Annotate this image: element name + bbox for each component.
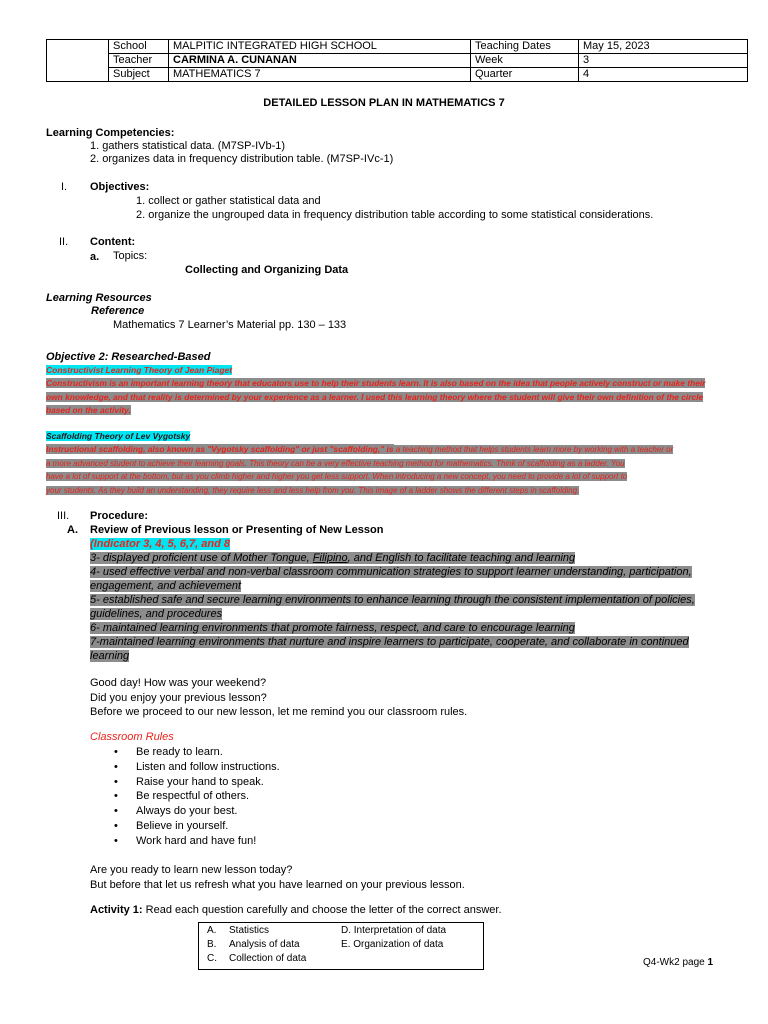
sub-number: A. [67, 524, 78, 536]
bullet: • [114, 834, 118, 847]
review-heading: Review of Previous lesson or Presenting of New Lesson [90, 524, 384, 536]
bullet: • [114, 805, 118, 818]
theory2-line: your students. As they build an understanding, they require less and less help from you. This image of a ladder shows the different steps in scaffolding. [46, 485, 580, 495]
greeting-line: Before we proceed to our new lesson, let me remind you our classroom rules. [90, 706, 468, 718]
header-row-subject [47, 68, 748, 82]
competency-item: 1. gathers statistical data. (M7SP-IVb-1) [90, 140, 286, 152]
theory2-line: a teaching method that helps students learn more by working with a teacher or [393, 445, 674, 454]
choice-c: C. Collection of data [207, 953, 307, 964]
indicator-4: 4- used effective verbal and non-verbal classroom communication strategies to support learner understanding, participation, [90, 566, 692, 578]
week-value: 3 [579, 54, 748, 68]
objectives-heading: Objectives: [90, 181, 150, 193]
activity-line [90, 904, 502, 916]
indicator-3-filipino: Filipino [312, 552, 348, 564]
header-label: Quarter [471, 68, 579, 82]
bullet: • [114, 790, 118, 803]
theory1-text [46, 377, 722, 418]
reference-heading: Reference [91, 305, 145, 317]
header-row-school [47, 40, 748, 54]
indicator-label: (Indicator 3, 4, 5, 6,7, and 8 [90, 538, 230, 550]
rules-list [114, 745, 280, 849]
choice-d: D. Interpretation of data [341, 925, 447, 936]
indicator-3-rest: , and English to facilitate teaching and learning [347, 552, 576, 564]
header-blank-cell [47, 40, 109, 82]
rule-item: • Listen and follow instructions. [114, 760, 280, 773]
rules-heading: Classroom Rules [90, 731, 174, 743]
header-label: Teacher [109, 54, 169, 68]
indicator-5: 5- established safe and secure learning environments to enhance learning through the consistent implementation of policies, [90, 594, 695, 606]
topics-label: Topics: [113, 250, 148, 262]
header-label: School [109, 40, 169, 54]
subject-name: MATHEMATICS 7 [169, 68, 471, 82]
indicator-7: 7-maintained learning environments that nurture and inspire learners to participate, cooperate, and collaborate in continued [90, 636, 689, 648]
header-label: Week [471, 54, 579, 68]
rule-item: • Believe in yourself. [114, 819, 229, 832]
indicator-7-cont: learning [90, 650, 130, 662]
school-name: MALPITIC INTEGRATED HIGH SCHOOL [169, 40, 471, 54]
rule-item: • Be ready to learn. [114, 746, 223, 758]
choice-a: A. Statistics [207, 925, 270, 936]
activity-instructions: Read each question carefully and choose the letter of the correct answer. [142, 904, 502, 916]
teaching-dates: May 15, 2023 [579, 40, 748, 54]
header-table [46, 39, 748, 82]
teacher-name: CARMINA A. CUNANAN [169, 54, 471, 68]
bullet: • [114, 746, 118, 758]
competencies-heading: Learning Competencies: [46, 127, 175, 139]
indicator-4-cont: engagement, and achievement [90, 580, 242, 592]
resources-heading: Learning Resources [46, 292, 152, 304]
objective-item: 1. collect or gather statistical data and [136, 195, 321, 207]
theory1-title: Constructivist Learning Theory of Jean Piaget [46, 365, 233, 375]
indicator-5-cont: guidelines, and procedures [90, 608, 223, 620]
header-label: Subject [109, 68, 169, 82]
greeting-line: Good day! How was your weekend? [90, 677, 267, 689]
indicator-6: 6- maintained learning environments that promote fairness, respect, and care to encourage learning [90, 622, 575, 634]
content-heading: Content: [90, 236, 136, 248]
bullet: • [114, 760, 118, 773]
rule-item: • Always do your best. [114, 805, 238, 818]
theory2-line: have a lot of support at the bottom, but as you climb higher and higher you get less support. When introducing a new concept, you need to provide a lot of support to [46, 472, 628, 481]
section-number: III. [57, 510, 70, 522]
section-number: I. [61, 181, 68, 193]
greeting-block [90, 676, 467, 720]
theory2-line: a more advanced student to achieve their learning goals. This theory can be a very effective teaching method for mathematics. Think of scaffolding as a ladder. You [46, 458, 625, 468]
reference-text: Mathematics 7 Learner’s Material pp. 130 – 133 [113, 319, 347, 331]
ready-line: But before that let us refresh what you have learned on your previous lesson. [90, 878, 465, 891]
procedure-heading: Procedure: [90, 510, 149, 522]
bullet: • [114, 819, 118, 832]
document-title: DETAILED LESSON PLAN IN MATHEMATICS 7 [263, 97, 505, 109]
competency-item: 2. organizes data in frequency distribution table. (M7SP-IVc-1) [90, 153, 394, 165]
page-number: 1 [707, 957, 714, 968]
objective2-heading: Objective 2: Researched-Based [46, 351, 211, 363]
theory2-title: Scaffolding Theory of Lev Vygotsky [46, 431, 191, 441]
rule-item: • Raise your hand to speak. [114, 775, 264, 788]
ready-line: Are you ready to learn new lesson today? [90, 864, 293, 876]
choices-box [198, 922, 484, 970]
topic-title: Collecting and Organizing Data [185, 264, 349, 276]
theory1-line: based on the activity. [46, 405, 131, 415]
objective-item: 2. organize the ungrouped data in frequency distribution table according to some statistical considerations. [136, 209, 654, 221]
footer-label: Q4-Wk2 page [643, 957, 708, 968]
sub-number: a. [90, 251, 100, 263]
ready-block [90, 863, 465, 892]
theory2-lead: Instructional scaffolding, also known as "Vygotsky scaffolding" or just "scaffolding," is [46, 444, 394, 454]
indicator-3: 3- displayed proficient use of Mother Tongue, [90, 552, 313, 564]
theory1-line: own knowledge, and that reality is determined by your experience as a learner. I used this learning theory where the student will give their own definition of the circle [46, 391, 704, 402]
indicators-block [90, 537, 722, 663]
bullet: • [114, 775, 118, 788]
section-number: II. [59, 236, 69, 248]
page-footer [643, 957, 713, 968]
activity-label: Activity 1: [90, 904, 143, 916]
greeting-line: Did you enjoy your previous lesson? [90, 691, 267, 704]
choice-e: E. Organization of data [341, 939, 444, 950]
header-label: Teaching Dates [471, 40, 579, 54]
rule-item: • Work hard and have fun! [114, 834, 257, 847]
rule-item: • Be respectful of others. [114, 790, 250, 803]
header-row-teacher [47, 54, 748, 68]
theory1-line: Constructivism is an important learning theory that educators use to help their students learn. It is also based on the idea that people actively construct or make their [46, 378, 706, 388]
theory2-text [46, 443, 722, 497]
quarter-value: 4 [579, 68, 748, 82]
choice-b: B. Analysis of data [207, 939, 300, 950]
